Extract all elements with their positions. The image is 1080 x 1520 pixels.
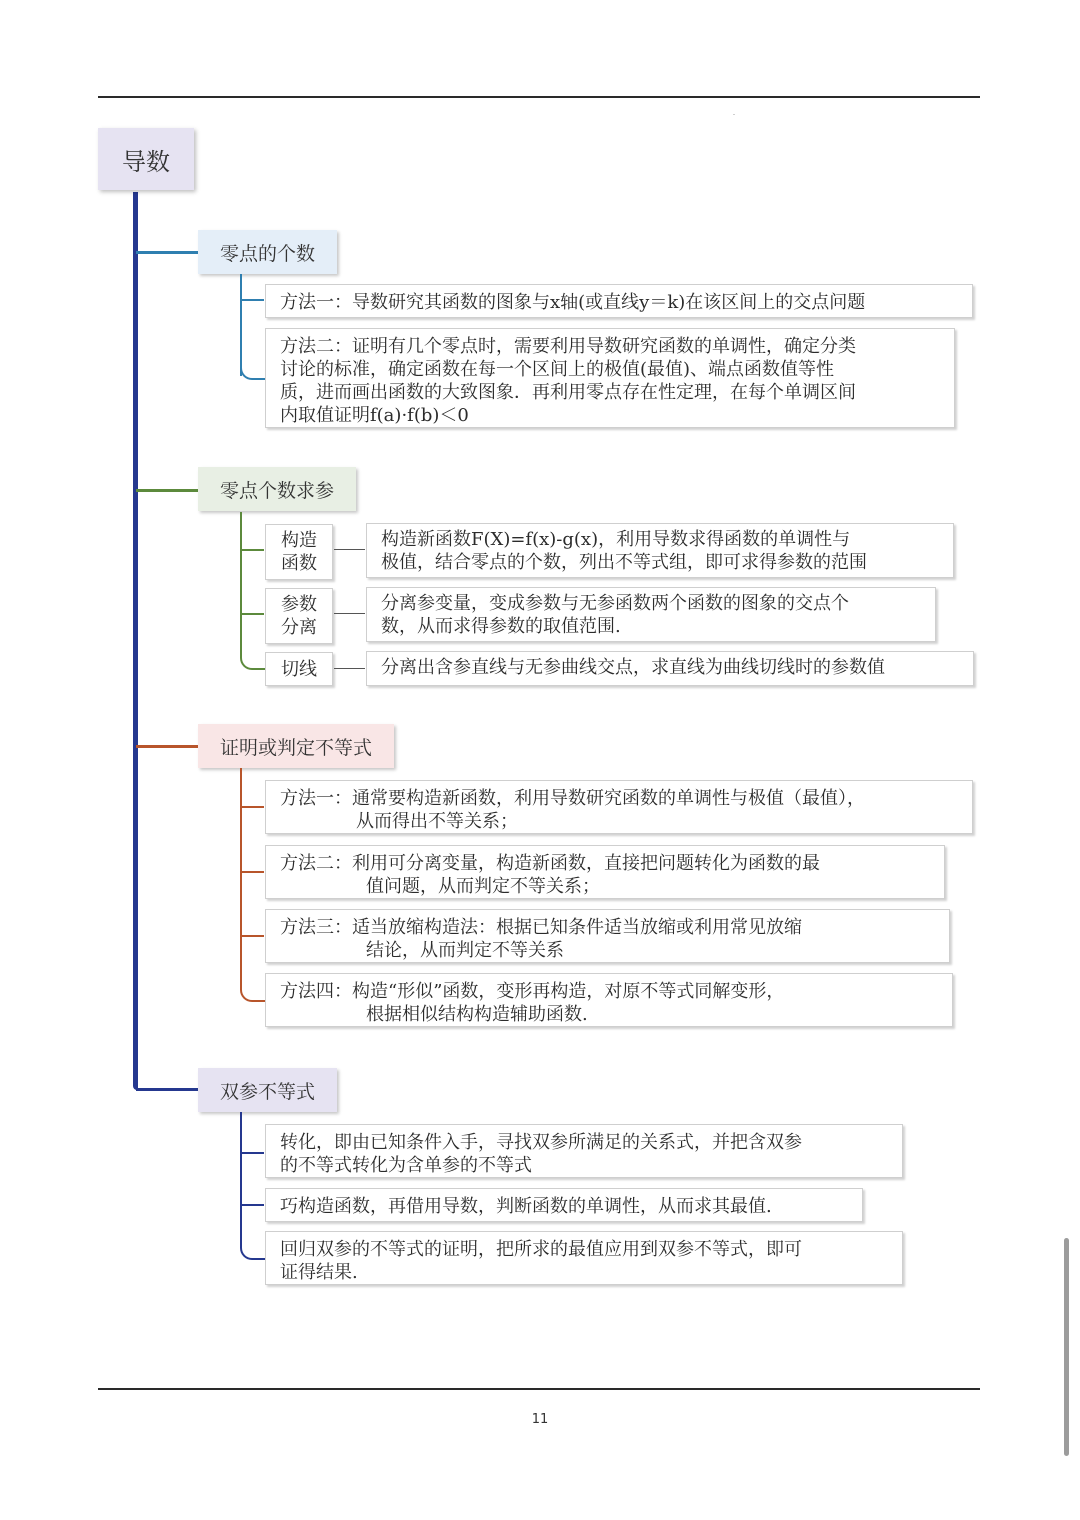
method-box (265, 845, 945, 899)
section-title-double-param: 双参不等式 (198, 1068, 337, 1112)
connector-tick (241, 935, 264, 937)
method-label (265, 524, 333, 580)
method-description (366, 651, 974, 686)
connector-line (240, 1112, 242, 1246)
method-text: 回归双参的不等式的证明，把所求的最值应用到双参不等式，即可 (280, 1239, 802, 1260)
method-label-line: 参数 (281, 594, 317, 615)
method-text: 值问题，从而判定不等关系； (366, 876, 600, 897)
method-label (265, 588, 333, 644)
method-text: 转化，即由已知条件入手，寻找双参所满足的关系式，并把含双参 (280, 1132, 802, 1153)
branch-zero-count (136, 251, 198, 254)
connector-elbow (240, 1244, 266, 1260)
branch-inequality (136, 745, 198, 748)
branch-double-param (136, 1088, 198, 1091)
method-text: 巧构造函数，再借用导数，判断函数的单调性，从而求其最值. (280, 1196, 772, 1217)
method-text: 方法三：适当放缩构造法：根据已知条件适当放缩或利用常见放缩 (280, 917, 802, 938)
method-box (265, 1188, 863, 1222)
page-number: 11 (531, 1412, 549, 1427)
method-box (265, 780, 973, 834)
method-text: 方法一：通常要构造新函数，利用导数研究函数的单调性与极值（最值）， (280, 788, 865, 809)
method-box (265, 909, 950, 963)
connector-elbow (240, 364, 266, 380)
label-connector (334, 668, 365, 669)
root-node: 导数 (98, 128, 194, 190)
method-text: 方法一：导数研究其函数的图象与x轴(或直线y＝k)在该区间上的交点问题 (280, 292, 866, 313)
method-text: 分离参变量，变成参数与无参函数两个函数的图象的交点个 (381, 593, 849, 614)
method-text: 结论，从而判定不等关系 (366, 940, 564, 961)
connector-tick (241, 1152, 264, 1154)
section-title-zero-count: 零点的个数 (198, 230, 337, 274)
connector-elbow (240, 986, 266, 1002)
method-box (265, 284, 973, 318)
method-text: 内取值证明f(a)·f(b)＜0 (280, 405, 469, 426)
method-text: 证得结果. (280, 1262, 358, 1283)
method-text: 分离出含参直线与无参曲线交点，求直线为曲线切线时的参数值 (381, 657, 885, 678)
method-box (265, 1231, 903, 1285)
connector-tick (241, 806, 264, 808)
connector-line (240, 512, 242, 654)
method-text: 方法四：构造“形似”函数，变形再构造，对原不等式同解变形， (280, 981, 785, 1002)
connector-line (240, 274, 242, 376)
method-description (366, 523, 954, 578)
connector-tick (241, 1204, 264, 1206)
method-text: 讨论的标准，确定函数在每一个区间上的极值(最值)、端点函数值等性 (280, 359, 835, 380)
method-description (366, 587, 936, 642)
method-text: 方法二：利用可分离变量，构造新函数，直接把问题转化为函数的最 (280, 853, 820, 874)
scan-speck (733, 114, 735, 115)
bottom-rule (98, 1388, 980, 1390)
top-rule (98, 96, 980, 98)
scrollbar-thumb[interactable] (1064, 1238, 1069, 1456)
method-label-line: 切线 (281, 659, 317, 680)
method-text: 从而得出不等关系； (356, 811, 518, 832)
method-label-line: 分离 (281, 617, 317, 638)
method-box (265, 973, 953, 1027)
method-text: 构造新函数F(X)=f(x)-g(x)，利用导数求得函数的单调性与 (381, 529, 851, 550)
method-text: 质，进而画出函数的大致图象．再利用零点存在性定理，在每个单调区间 (280, 382, 856, 403)
method-box (265, 328, 955, 428)
method-text: 数，从而求得参数的取值范围. (381, 616, 621, 637)
mindmap-trunk (133, 192, 138, 1090)
connector-elbow (240, 654, 266, 670)
method-label (265, 652, 333, 686)
label-connector (334, 613, 365, 614)
method-text: 方法二：证明有几个零点时，需要利用导数研究函数的单调性，确定分类 (280, 336, 856, 357)
connector-tick (241, 549, 264, 551)
section-title-zero-param: 零点个数求参 (198, 467, 356, 511)
connector-tick (241, 299, 264, 301)
method-text: 根据相似结构构造辅助函数. (366, 1004, 588, 1025)
section-title-inequality: 证明或判定不等式 (198, 724, 394, 768)
connector-line (240, 768, 242, 988)
connector-tick (241, 871, 264, 873)
connector-tick (241, 613, 264, 615)
method-label-line: 函数 (281, 553, 317, 574)
method-text: 极值，结合零点的个数，列出不等式组，即可求得参数的范围 (381, 552, 867, 573)
method-box (265, 1124, 903, 1178)
method-label-line: 构造 (281, 530, 317, 551)
label-connector (334, 549, 365, 550)
branch-zero-param (136, 489, 198, 492)
method-text: 的不等式转化为含单参的不等式 (280, 1155, 532, 1176)
